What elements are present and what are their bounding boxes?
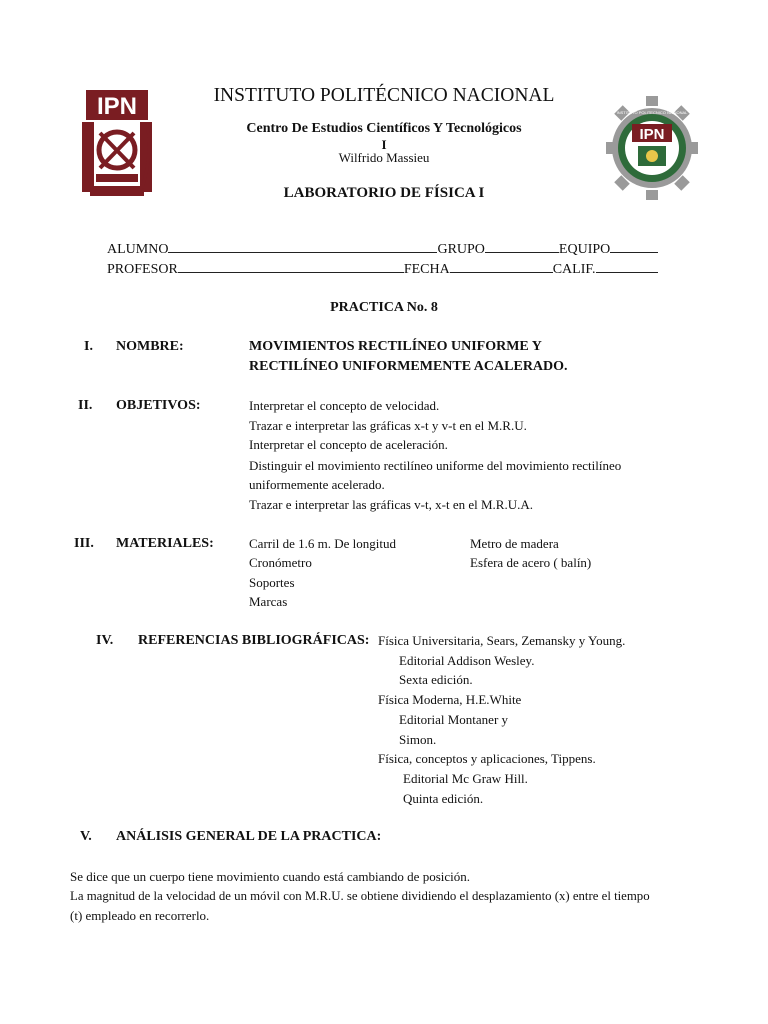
cecyt-gear-seal-logo	[606, 94, 698, 202]
school-roman-numeral: I	[381, 137, 387, 152]
equipo-field[interactable]	[610, 240, 658, 253]
material-item: Metro de madera	[470, 536, 559, 551]
reference-line: Editorial Addison Wesley.	[399, 653, 535, 668]
equipo-label: EQUIPO	[558, 242, 611, 257]
objetivo-line-6: Trazar e interpretar las gráficas v-t, x-t en el M.R.U.A.	[249, 497, 533, 512]
objetivo-line-1: Interpretar el concepto de velocidad.	[249, 398, 440, 413]
objetivo-line-5: uniformemente acelerado.	[249, 477, 385, 492]
alumno-label: ALUMNO	[107, 242, 169, 257]
section-objetivos-number: II.	[78, 398, 93, 413]
nombre-line-1: MOVIMIENTOS RECTILÍNEO UNIFORME Y	[249, 339, 542, 354]
material-item: Carril de 1.6 m. De longitud	[249, 536, 396, 551]
material-item: Cronómetro	[249, 555, 312, 570]
lab-title: LABORATORIO DE FÍSICA I	[283, 185, 485, 201]
right-logo-text: IPN	[639, 126, 665, 143]
fecha-field[interactable]	[450, 260, 553, 273]
grupo-label: GRUPO	[437, 242, 485, 257]
reference-line: Editorial Mc Graw Hill.	[403, 771, 528, 786]
reference-line: Simon.	[399, 732, 437, 747]
left-logo-text: IPN	[96, 93, 138, 120]
section-analisis-label: ANÁLISIS GENERAL DE LA PRACTICA:	[116, 829, 382, 844]
alumno-field[interactable]	[168, 240, 437, 253]
material-item: Marcas	[249, 594, 288, 609]
reference-line: Física Moderna, H.E.White	[378, 692, 522, 707]
section-referencias-number: IV.	[96, 633, 114, 648]
reference-line: Editorial Montaner y	[399, 712, 509, 727]
section-materiales-number: III.	[74, 536, 94, 551]
calif-field[interactable]	[596, 260, 658, 273]
objetivo-line-3: Interpretar el concepto de aceleración.	[249, 437, 448, 452]
ipn-crest-logo	[80, 88, 154, 200]
reference-line: Física, conceptos y aplicaciones, Tippens.	[378, 751, 596, 766]
nombre-line-2: RECTILÍNEO UNIFORMEMENTE ACALERADO.	[249, 359, 568, 374]
fecha-label: FECHA	[403, 262, 450, 277]
material-item: Soportes	[249, 575, 295, 590]
material-item: Esfera de acero ( balín)	[470, 555, 592, 570]
reference-line: Física Universitaria, Sears, Zemansky y Young.	[378, 633, 626, 648]
section-objetivos-label: OBJETIVOS:	[116, 398, 201, 413]
profesor-label: PROFESOR	[107, 262, 178, 277]
objetivo-line-4: Distinguir el movimiento rectilíneo uniforme del movimiento rectilíneo	[249, 458, 622, 473]
section-analisis-number: V.	[80, 829, 92, 844]
section-nombre-number: I.	[84, 339, 93, 354]
school-subtitle: Centro De Estudios Científicos Y Tecnológicos	[246, 121, 522, 136]
right-logo-ring-text: INSTITUTO POLITECNICO NACIONAL	[616, 110, 688, 115]
grupo-field[interactable]	[485, 240, 559, 253]
analysis-paragraph-line: Se dice que un cuerpo tiene movimiento cuando está cambiando de posición.	[70, 869, 470, 884]
campus-name: Wilfrido Massieu	[338, 150, 430, 165]
practice-number: PRACTICA No. 8	[330, 300, 438, 315]
objetivo-line-2: Trazar e interpretar las gráficas x-t y v-t en el M.R.U.	[249, 418, 527, 433]
calif-label: CALIF.	[552, 262, 596, 277]
professor-info-row	[107, 260, 658, 278]
analysis-paragraph-line: La magnitud de la velocidad de un móvil con M.R.U. se obtiene dividiendo el desplazamiento (x) entre el tiempo	[70, 889, 650, 903]
institution-title: INSTITUTO POLITÉCNICO NACIONAL	[213, 85, 555, 106]
reference-line: Quinta edición.	[403, 791, 484, 806]
section-materiales-label: MATERIALES:	[116, 536, 214, 551]
student-info-row	[107, 240, 658, 258]
profesor-field[interactable]	[178, 260, 404, 273]
reference-line: Sexta edición.	[399, 672, 473, 687]
section-nombre-label: NOMBRE:	[116, 339, 184, 354]
analysis-paragraph-line: (t) empleado en recorrerlo.	[70, 908, 210, 923]
section-referencias-label: REFERENCIAS BIBLIOGRÁFICAS:	[138, 633, 370, 648]
